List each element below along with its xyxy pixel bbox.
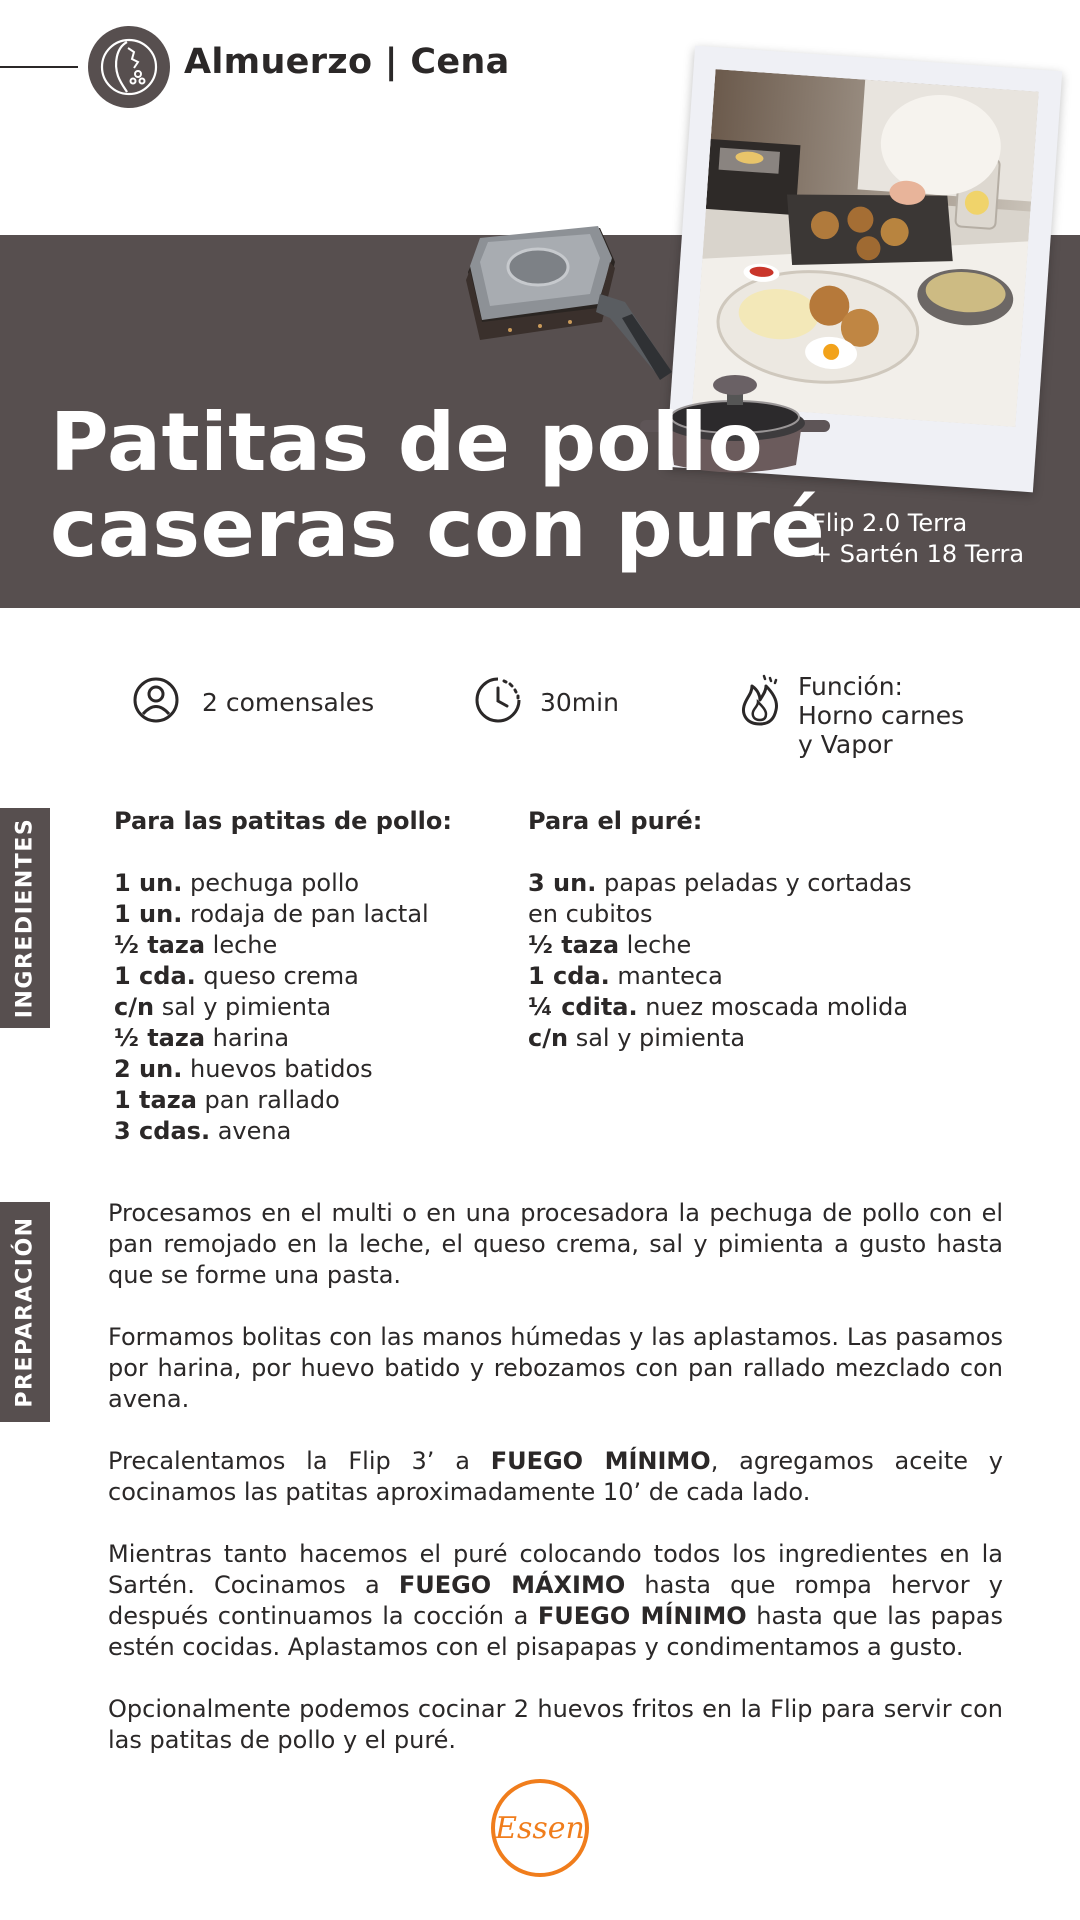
step-text: , agregamos aceite y cocinamos las patitas aproximadamente 10’ de cada lado. bbox=[108, 1447, 1003, 1506]
ingredient-qty: c/n bbox=[114, 993, 155, 1021]
ingredient-qty: 2 un. bbox=[114, 1055, 183, 1083]
ingredient-qty: 1 taza bbox=[114, 1086, 197, 1114]
servings-text: 2 comensales bbox=[202, 688, 375, 717]
ingredient-name: leche bbox=[626, 931, 692, 959]
step-text: hasta que las papas estén cocidas. Aplastamos con el pisapapas y condimentamos a gusto. bbox=[108, 1602, 1003, 1661]
ingredient-item bbox=[114, 1085, 452, 1116]
ingredient-qty: 1 un. bbox=[114, 869, 183, 897]
ingredient-qty: ½ taza bbox=[114, 931, 206, 959]
ingredient-name: sal y pimienta bbox=[161, 993, 332, 1021]
recipe-title-line: Patitas de pollo bbox=[50, 396, 764, 489]
ingredient-qty: c/n bbox=[528, 1024, 569, 1052]
ingredient-item bbox=[114, 1054, 452, 1085]
ingredient-item bbox=[528, 992, 912, 1023]
ingredient-name: huevos batidos bbox=[189, 1055, 373, 1083]
product-line: + Sartén 18 Terra bbox=[812, 540, 1025, 568]
preparation-steps bbox=[108, 1198, 1003, 1787]
ingredients-side-tab bbox=[0, 808, 50, 1028]
function-line: Horno carnes bbox=[798, 701, 965, 730]
clock-icon bbox=[474, 676, 522, 728]
cooking-function-text bbox=[798, 672, 964, 759]
ingredients-heading: Para las patitas de pollo: bbox=[114, 807, 452, 835]
ingredient-name: queso crema bbox=[203, 962, 359, 990]
ingredient-name: sal y pimienta bbox=[575, 1024, 746, 1052]
ingredient-name: harina bbox=[212, 1024, 290, 1052]
ingredient-name: leche bbox=[212, 931, 278, 959]
ingredient-name: pechuga pollo bbox=[189, 869, 360, 897]
ingredients-chicken bbox=[114, 806, 452, 1147]
ingredient-item bbox=[114, 1116, 452, 1147]
ingredient-item bbox=[528, 930, 912, 961]
ingredient-qty: 1 un. bbox=[114, 900, 183, 928]
recipe-title bbox=[50, 396, 826, 575]
ingredient-name: en cubitos bbox=[528, 900, 653, 928]
ingredient-item bbox=[114, 930, 452, 961]
step-emphasis: FUEGO MÍNIMO bbox=[490, 1447, 711, 1475]
recipe-title-line: caseras con puré bbox=[50, 482, 826, 575]
function-line: Función: bbox=[798, 672, 903, 701]
step-text: Mientras tanto hacemos el puré colocando todos los ingredientes en la Sartén. Cocinamos a bbox=[108, 1540, 1003, 1599]
logo-text: Essen bbox=[495, 1811, 585, 1846]
ingredient-name: papas peladas y cortadas bbox=[603, 869, 912, 897]
ingredient-qty: ½ taza bbox=[528, 931, 620, 959]
ingredient-qty: ½ taza bbox=[114, 1024, 206, 1052]
ingredient-item bbox=[528, 899, 912, 930]
person-icon bbox=[132, 676, 180, 728]
ingredient-qty: 3 cdas. bbox=[114, 1117, 211, 1145]
time-text: 30min bbox=[540, 688, 619, 717]
ingredient-name: rodaja de pan lactal bbox=[189, 900, 429, 928]
essen-logo bbox=[488, 1776, 592, 1884]
ingredient-qty: 1 cda. bbox=[528, 962, 610, 990]
ingredient-item bbox=[114, 868, 452, 899]
preparation-step bbox=[108, 1446, 1003, 1508]
ingredient-item bbox=[114, 899, 452, 930]
ingredient-item bbox=[528, 868, 912, 899]
cookware-products bbox=[812, 508, 1024, 570]
ingredient-name: nuez moscada molida bbox=[645, 993, 909, 1021]
step-emphasis: FUEGO MÁXIMO bbox=[398, 1571, 626, 1599]
ingredient-qty: 3 un. bbox=[528, 869, 597, 897]
ingredient-name: manteca bbox=[617, 962, 723, 990]
preparation-side-tab bbox=[0, 1202, 50, 1422]
ingredient-name: avena bbox=[217, 1117, 292, 1145]
ingredient-qty: 1 cda. bbox=[114, 962, 196, 990]
preparation-tab-label: PREPARACIÓN bbox=[12, 1216, 38, 1408]
preparation-step bbox=[108, 1322, 1003, 1415]
ingredients-heading: Para el puré: bbox=[528, 807, 703, 835]
ingredient-item bbox=[114, 992, 452, 1023]
preparation-step bbox=[108, 1694, 1003, 1756]
step-text: hasta que rompa hervor y después continuamos la cocción a bbox=[108, 1571, 1003, 1630]
step-text: Precalentamos la Flip 3’ a bbox=[108, 1447, 491, 1475]
header-divider-line bbox=[0, 66, 78, 68]
ingredient-item bbox=[114, 1023, 452, 1054]
preparation-step bbox=[108, 1539, 1003, 1663]
step-text: Opcionalmente podemos cocinar 2 huevos fritos en la Flip para servir con las patitas de pollo y el puré. bbox=[108, 1695, 1003, 1754]
ingredient-item bbox=[528, 1023, 912, 1054]
ingredient-item bbox=[114, 961, 452, 992]
step-emphasis: FUEGO MÍNIMO bbox=[537, 1602, 747, 1630]
step-text: Procesamos en el multi o en una procesadora la pechuga de pollo con el pan remojado en la leche, el queso crema, sal y pimienta a gusto hasta que se forme una pasta. bbox=[108, 1199, 1003, 1289]
preparation-step bbox=[108, 1198, 1003, 1291]
food-category-icon bbox=[88, 26, 170, 108]
flame-icon bbox=[738, 674, 782, 730]
ingredient-item bbox=[528, 961, 912, 992]
function-line: y Vapor bbox=[798, 730, 893, 759]
step-text: Formamos bolitas con las manos húmedas y las aplastamos. Las pasamos por harina, por huevo batido y rebozamos con pan rallado mezclado con avena. bbox=[108, 1323, 1003, 1413]
ingredients-pure bbox=[528, 806, 912, 1054]
ingredient-name: pan rallado bbox=[204, 1086, 340, 1114]
ingredients-tab-label: INGREDIENTES bbox=[12, 817, 38, 1019]
product-line: Flip 2.0 Terra bbox=[812, 509, 968, 537]
recipe-category: Almuerzo | Cena bbox=[184, 42, 510, 82]
ingredient-qty: ¼ cdita. bbox=[528, 993, 638, 1021]
